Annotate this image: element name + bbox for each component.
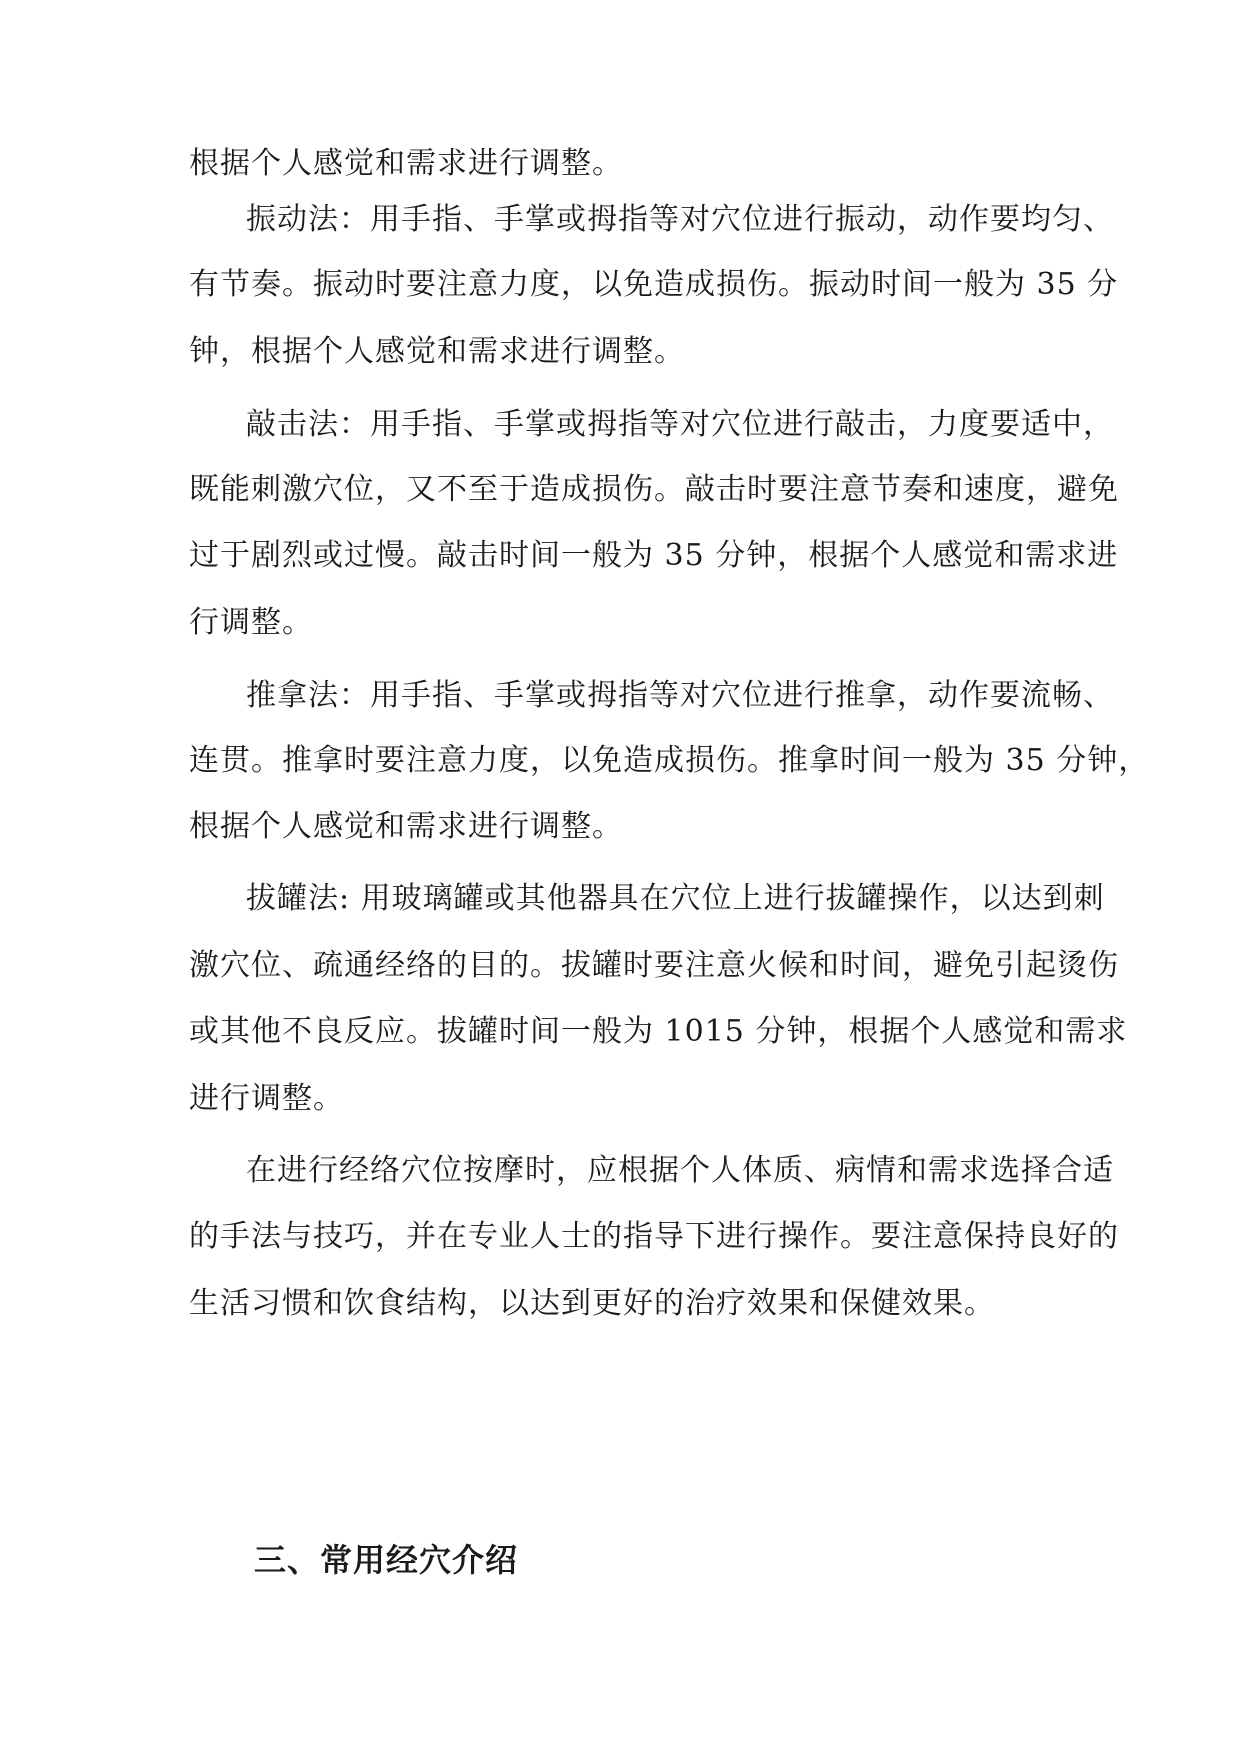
text-line: 或其他不良反应。拔罐时间一般为 1015 分钟，根据个人感觉和需求: [189, 1014, 1128, 1049]
text-line: 既能刺激穴位，又不至于造成损伤。敲击时要注意节奏和速度，避免: [189, 472, 1119, 507]
section-heading: 三、常用经穴介绍: [254, 1541, 519, 1579]
text-line: 生活习惯和饮食结构，以达到更好的治疗效果和保健效果。: [189, 1286, 995, 1321]
text-line: 根据个人感觉和需求进行调整。: [189, 146, 623, 181]
paragraph-vibration-start: 振动法：用手指、手掌或拇指等对穴位进行振动，动作要均匀、: [246, 202, 1114, 237]
text-line: 行调整。: [189, 605, 313, 640]
text-line: 的手法与技巧，并在专业人士的指导下进行操作。要注意保持良好的: [189, 1219, 1119, 1254]
text-line: 过于剧烈或过慢。敲击时间一般为 35 分钟，根据个人感觉和需求进: [189, 538, 1119, 573]
text-line: 钟，根据个人感觉和需求进行调整。: [189, 334, 685, 369]
paragraph-tapping-start: 敲击法：用手指、手掌或拇指等对穴位进行敲击，力度要适中，: [246, 407, 1114, 442]
paragraph-tuina-start: 推拿法：用手指、手掌或拇指等对穴位进行推拿，动作要流畅、: [246, 678, 1114, 713]
text-line: 进行调整。: [189, 1081, 344, 1116]
text-line: 激穴位、疏通经络的目的。拔罐时要注意火候和时间，避免引起烫伤: [189, 948, 1119, 983]
text-line: 有节奏。振动时要注意力度，以免造成损伤。振动时间一般为 35 分: [189, 267, 1119, 302]
paragraph-summary-start: 在进行经络穴位按摩时，应根据个人体质、病情和需求选择合适: [246, 1153, 1114, 1188]
text-line: 根据个人感觉和需求进行调整。: [189, 809, 623, 844]
text-line: 连贯。推拿时要注意力度，以免造成损伤。推拿时间一般为 35 分钟，: [189, 743, 1150, 778]
paragraph-cupping-start: 拔罐法: 用玻璃罐或其他器具在穴位上进行拔罐操作，以达到刺: [246, 881, 1105, 916]
